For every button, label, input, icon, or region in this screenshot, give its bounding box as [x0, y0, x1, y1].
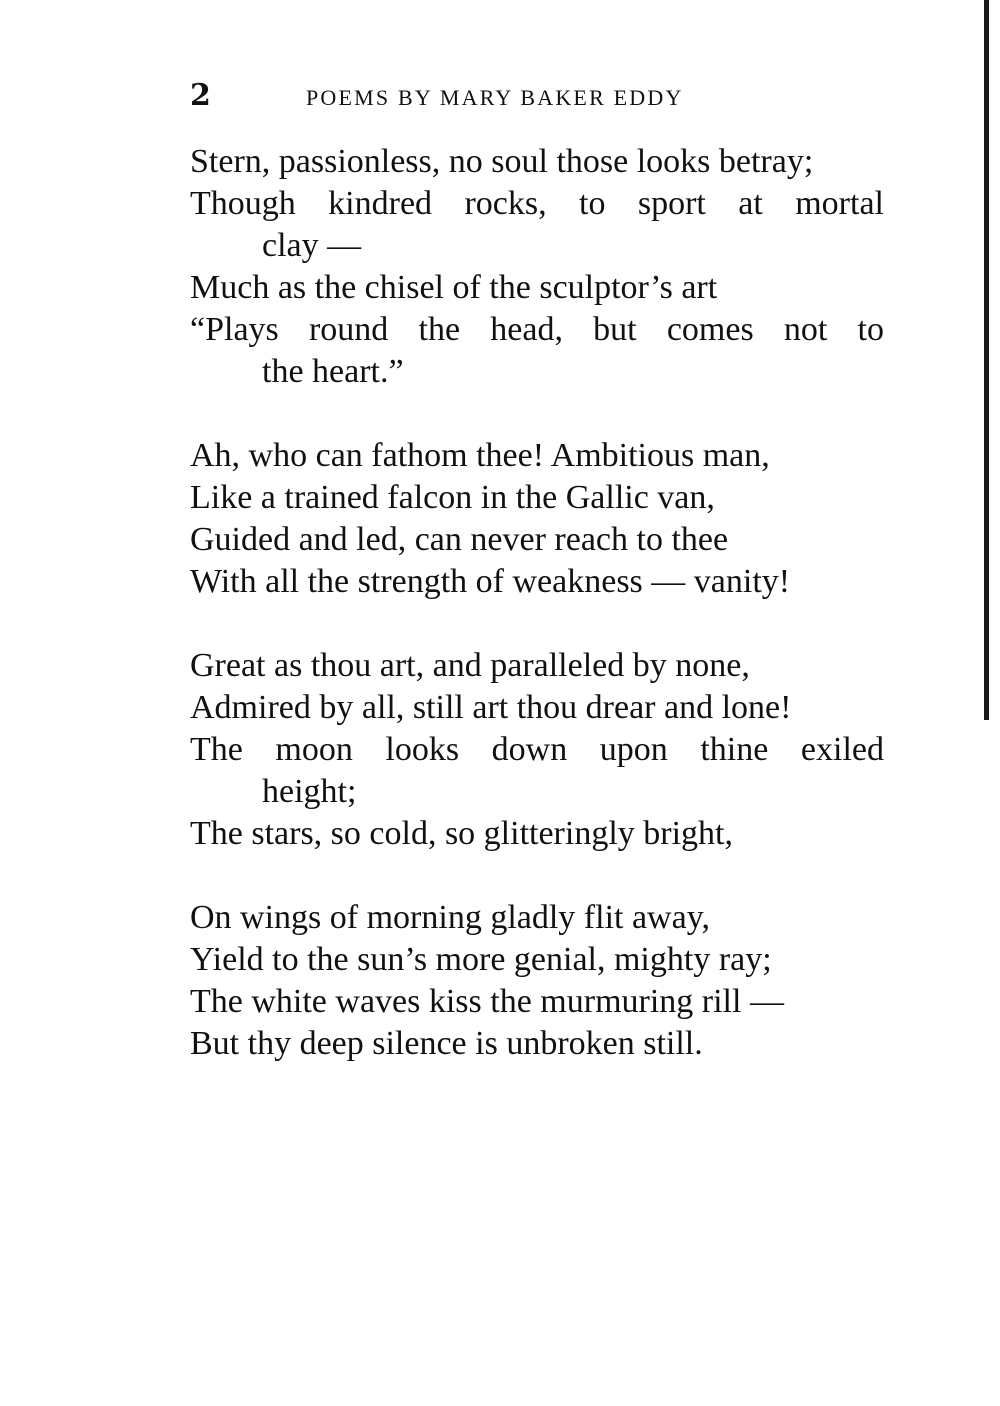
- poem-line: Yield to the sun’s more genial, mighty ray;: [190, 941, 772, 978]
- poem-line: Stern, passionless, no soul those looks betray;: [190, 143, 814, 180]
- scan-edge-line: [984, 0, 989, 720]
- poem-line: The white waves kiss the murmuring rill —: [190, 983, 784, 1020]
- poem-line-continuation: clay —: [262, 227, 362, 264]
- stanza: [190, 435, 890, 603]
- poem-line: Great as thou art, and paralleled by none,: [190, 647, 750, 684]
- page-number: 2: [190, 78, 211, 113]
- poem-line: Though kindred rocks, to sport at mortal: [190, 185, 884, 222]
- stanza: [190, 645, 890, 855]
- poem-line-continuation: height;: [262, 773, 357, 810]
- poem-line: On wings of morning gladly flit away,: [190, 899, 710, 936]
- poem-line: Like a trained falcon in the Gallic van,: [190, 479, 715, 516]
- poem-line: The stars, so cold, so glitteringly bright,: [190, 815, 733, 852]
- poem-line: With all the strength of weakness — vanity!: [190, 563, 791, 600]
- poem-body: [190, 141, 890, 1107]
- poem-line: The moon looks down upon thine exiled: [190, 731, 884, 768]
- poem-line: Ah, who can fathom thee! Ambitious man,: [190, 437, 770, 474]
- poem-line: Guided and led, can never reach to thee: [190, 521, 729, 558]
- poem-line: Much as the chisel of the sculptor’s art: [190, 269, 718, 306]
- poem-line: Admired by all, still art thou drear and lone!: [190, 689, 792, 726]
- page-header: [190, 74, 890, 118]
- running-title: POEMS BY MARY BAKER EDDY: [306, 85, 684, 110]
- stanza: [190, 897, 890, 1065]
- poem-line: But thy deep silence is unbroken still.: [190, 1025, 703, 1062]
- poem-line-continuation: the heart.”: [262, 353, 404, 390]
- stanza: [190, 141, 890, 393]
- poem-line: “Plays round the head, but comes not to: [190, 311, 884, 348]
